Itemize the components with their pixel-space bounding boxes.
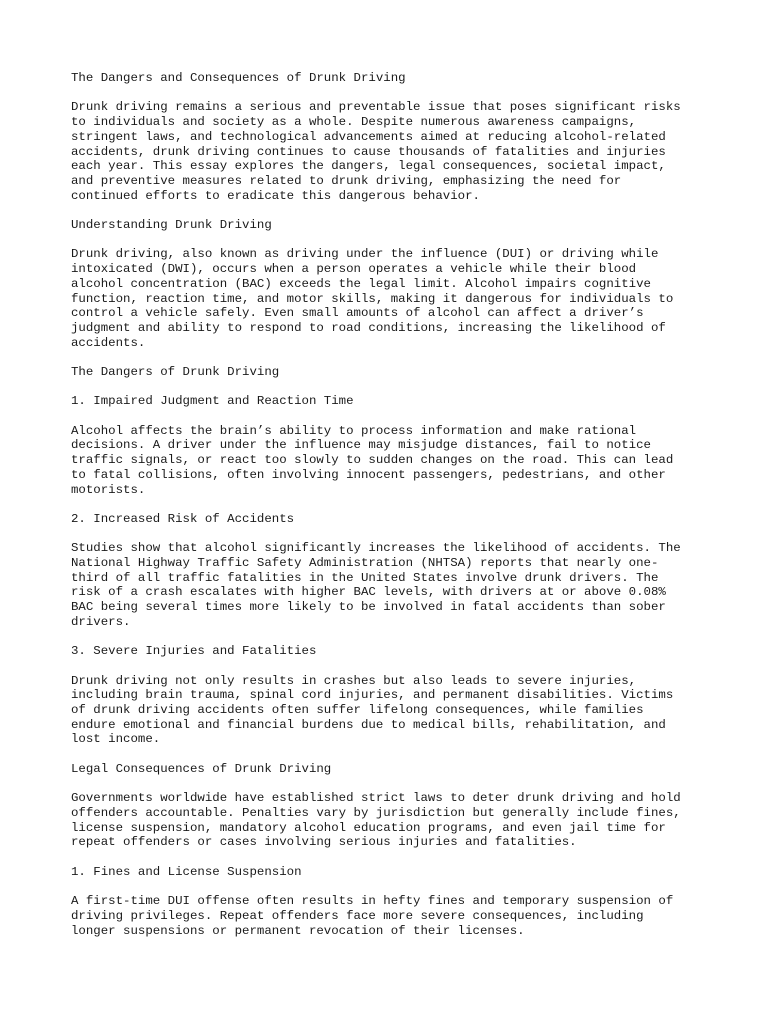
section-paragraph-understanding: Drunk driving, also known as driving under the influence (DUI) or driving while intoxicated (DWI), occurs when a person operates a vehicle while their blood alcohol concentration (BAC) exceeds the legal limit. Alcohol impairs cognitive function, reaction time, and motor skills, making it dangerous for individuals to control a vehicle safely. Even small amounts of alcohol can affect a driver’s judgment and ability to respond to road conditions, increasing the likelihood of accidents. [71, 247, 674, 350]
intro-paragraph: Drunk driving remains a serious and preventable issue that poses significant risks to individuals and society as a whole. Despite numerous awareness campaigns, stringent laws, and technological advancements aimed at reducing alcohol-related accidents, drunk driving continues to cause thousands of fatalities and injuries each year. This essay explores the dangers, legal consequences, societal impact, and preventive measures related to drunk driving, emphasizing the need for continued efforts to eradicate this dangerous behavior. [71, 100, 681, 203]
subsection-paragraph-fines: A first-time DUI offense often results in hefty fines and temporary suspension of driving privileges. Repeat offenders face more severe consequences, including longer suspensions or permanent revocation of their licenses. [71, 894, 674, 938]
subsection-heading-increased-risk: 2. Increased Risk of Accidents [71, 511, 295, 526]
subsection-paragraph-impaired-judgment: Alcohol affects the brain’s ability to process information and make rational decisions. A driver under the influence may misjudge distances, fail to notice traffic signals, or react too slowly to sudden changes on the road. This can lead to fatal collisions, often involving innocent passengers, pedestrians, and other motorists. [71, 423, 674, 497]
subsection-heading-fines: 1. Fines and License Suspension [71, 864, 302, 879]
subsection-paragraph-severe-injuries: Drunk driving not only results in crashes but also leads to severe injuries, including brain trauma, spinal cord injuries, and permanent disabilities. Victims of drunk driving accidents often suffer lifelong consequences, while families endure emotional and financial burdens due to medical bills, rehabilitation, and lost income. [71, 673, 674, 747]
section-heading-dangers: The Dangers of Drunk Driving [71, 365, 280, 379]
subsection-heading-severe-injuries: 3. Severe Injuries and Fatalities [71, 644, 317, 659]
section-paragraph-legal: Governments worldwide have established strict laws to deter drunk driving and hold offenders accountable. Penalties vary by jurisdiction but generally include fines, license suspension, mandatory alcohol education programs, and even jail time for repeat offenders or cases involving serious injuries and fatalities. [71, 791, 681, 850]
document-title: The Dangers and Consequences of Drunk Driving [71, 71, 406, 85]
section-heading-understanding: Understanding Drunk Driving [71, 218, 272, 232]
subsection-paragraph-increased-risk: Studies show that alcohol significantly increases the likelihood of accidents. The National Highway Traffic Safety Administration (NHTSA) reports that nearly one- third of all traffic fatalities in the United States involve drunk drivers. The risk of a crash escalates with higher BAC levels, with drivers at or above 0.08% BAC being several times more likely to be involved in fatal accidents than sober drivers. [71, 541, 681, 629]
subsection-heading-impaired-judgment: 1. Impaired Judgment and Reaction Time [71, 394, 354, 409]
section-heading-legal: Legal Consequences of Drunk Driving [71, 761, 332, 776]
